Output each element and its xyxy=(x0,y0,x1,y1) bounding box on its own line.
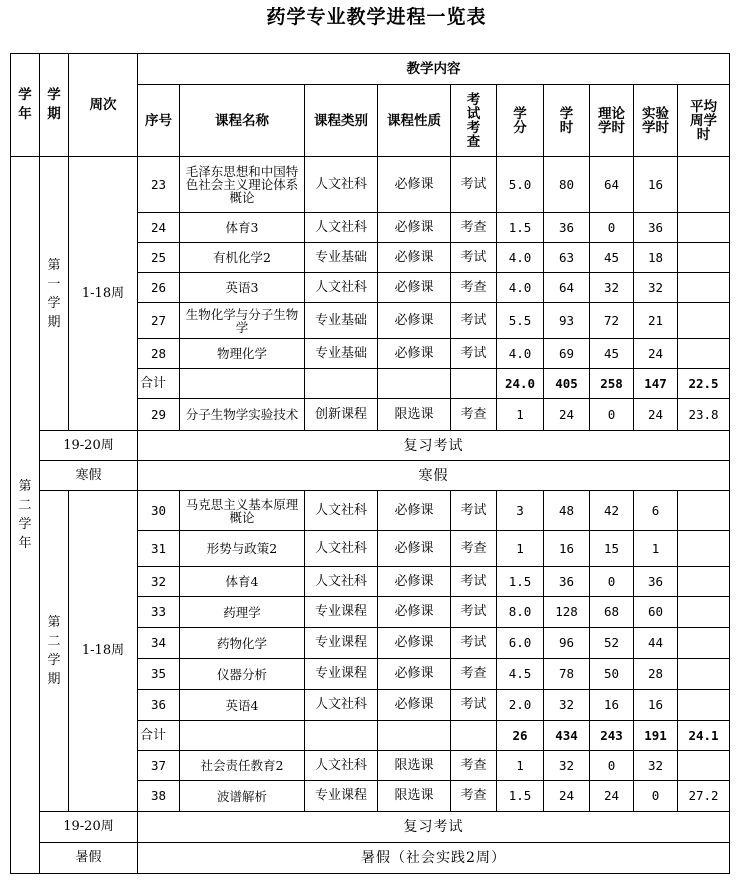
total-empty xyxy=(305,721,378,751)
course-nature: 必修课 xyxy=(378,213,451,243)
course-avg-weekly-hours xyxy=(678,751,730,781)
course-exam: 考试 xyxy=(451,597,497,628)
course-theory-hours: 45 xyxy=(590,339,634,369)
course-name: 生物化学与分子生物学 xyxy=(180,303,305,339)
course-name: 英语4 xyxy=(180,690,305,721)
course-no: 33 xyxy=(138,597,180,628)
course-hours: 48 xyxy=(544,491,590,531)
course-nature: 必修课 xyxy=(378,339,451,369)
course-no: 27 xyxy=(138,303,180,339)
course-category: 人文社科 xyxy=(305,491,378,531)
review-text: 复习考试 xyxy=(138,431,730,461)
course-no: 25 xyxy=(138,243,180,273)
course-hours: 69 xyxy=(544,339,590,369)
header-col-nature: 课程性质 xyxy=(378,85,451,157)
course-exam: 考试 xyxy=(451,567,497,597)
course-name: 形势与政策2 xyxy=(180,531,305,567)
course-no: 32 xyxy=(138,567,180,597)
course-category: 人文社科 xyxy=(305,751,378,781)
course-category: 人文社科 xyxy=(305,531,378,567)
vacation-text: 寒假 xyxy=(138,461,730,491)
course-avg-weekly-hours xyxy=(678,213,730,243)
course-hours: 63 xyxy=(544,243,590,273)
header-semester: 学期 xyxy=(40,54,69,157)
course-category: 人文社科 xyxy=(305,157,378,213)
course-category: 专业课程 xyxy=(305,781,378,812)
course-category: 人文社科 xyxy=(305,690,378,721)
review-row xyxy=(11,431,730,461)
school-year-cell: 第二学年 xyxy=(11,157,40,874)
course-no: 29 xyxy=(138,399,180,431)
course-hours: 24 xyxy=(544,399,590,431)
total-lab-hours: 147 xyxy=(634,369,678,399)
course-avg-weekly-hours xyxy=(678,157,730,213)
course-name: 体育4 xyxy=(180,567,305,597)
course-lab-hours: 6 xyxy=(634,491,678,531)
course-hours: 24 xyxy=(544,781,590,812)
course-nature: 限选课 xyxy=(378,781,451,812)
vacation-text: 暑假（社会实践2周） xyxy=(138,843,730,874)
course-category: 创新课程 xyxy=(305,399,378,431)
total-empty xyxy=(180,369,305,399)
course-exam: 考查 xyxy=(451,273,497,303)
total-theory-hours: 243 xyxy=(590,721,634,751)
course-name: 分子生物学实验技术 xyxy=(180,399,305,431)
vacation-row xyxy=(11,461,730,491)
course-exam: 考试 xyxy=(451,339,497,369)
course-no: 35 xyxy=(138,659,180,690)
total-lab-hours: 191 xyxy=(634,721,678,751)
course-name: 马克思主义基本原理概论 xyxy=(180,491,305,531)
total-empty xyxy=(378,369,451,399)
course-nature: 必修课 xyxy=(378,628,451,659)
course-theory-hours: 0 xyxy=(590,213,634,243)
course-name: 毛泽东思想和中国特色社会主义理论体系概论 xyxy=(180,157,305,213)
course-name: 药物化学 xyxy=(180,628,305,659)
course-avg-weekly-hours xyxy=(678,690,730,721)
course-credit: 2.0 xyxy=(497,690,544,721)
course-lab-hours: 24 xyxy=(634,339,678,369)
header-week: 周次 xyxy=(69,54,138,157)
course-nature: 必修课 xyxy=(378,597,451,628)
course-avg-weekly-hours xyxy=(678,339,730,369)
course-theory-hours: 0 xyxy=(590,567,634,597)
course-no: 37 xyxy=(138,751,180,781)
course-exam: 考查 xyxy=(451,531,497,567)
course-lab-hours: 36 xyxy=(634,567,678,597)
course-category: 专业课程 xyxy=(305,659,378,690)
course-lab-hours: 0 xyxy=(634,781,678,812)
course-exam: 考试 xyxy=(451,491,497,531)
course-lab-hours: 16 xyxy=(634,157,678,213)
course-theory-hours: 16 xyxy=(590,690,634,721)
course-exam: 考查 xyxy=(451,781,497,812)
course-credit: 4.0 xyxy=(497,273,544,303)
curriculum-table xyxy=(10,53,730,874)
weeks-cell: 1-18周 xyxy=(69,157,138,431)
header-col-hours: 学时 xyxy=(544,85,590,157)
course-credit: 3 xyxy=(497,491,544,531)
course-avg-weekly-hours xyxy=(678,531,730,567)
course-category: 人文社科 xyxy=(305,213,378,243)
course-lab-hours: 1 xyxy=(634,531,678,567)
course-theory-hours: 52 xyxy=(590,628,634,659)
course-exam: 考查 xyxy=(451,751,497,781)
course-theory-hours: 64 xyxy=(590,157,634,213)
course-name: 药理学 xyxy=(180,597,305,628)
course-avg-weekly-hours xyxy=(678,567,730,597)
review-weeks: 19-20周 xyxy=(40,431,138,461)
course-no: 28 xyxy=(138,339,180,369)
header-col-credit: 学分 xyxy=(497,85,544,157)
header-col-no: 序号 xyxy=(138,85,180,157)
total-hours: 405 xyxy=(544,369,590,399)
total-credit: 24.0 xyxy=(497,369,544,399)
course-credit: 1.5 xyxy=(497,781,544,812)
course-lab-hours: 60 xyxy=(634,597,678,628)
course-exam: 考查 xyxy=(451,399,497,431)
course-category: 专业基础 xyxy=(305,243,378,273)
header-school-year: 学年 xyxy=(11,54,40,157)
course-theory-hours: 0 xyxy=(590,399,634,431)
course-category: 人文社科 xyxy=(305,567,378,597)
review-text: 复习考试 xyxy=(138,812,730,843)
course-theory-hours: 72 xyxy=(590,303,634,339)
total-hours: 434 xyxy=(544,721,590,751)
semester-cell: 第二学期 xyxy=(40,491,69,812)
course-credit: 1 xyxy=(497,751,544,781)
total-label: 合计 xyxy=(138,721,180,751)
course-avg-weekly-hours: 27.2 xyxy=(678,781,730,812)
course-nature: 必修课 xyxy=(378,303,451,339)
course-lab-hours: 32 xyxy=(634,751,678,781)
course-credit: 4.0 xyxy=(497,243,544,273)
header-col-lab-hours: 实验学时 xyxy=(634,85,678,157)
course-lab-hours: 16 xyxy=(634,690,678,721)
course-hours: 36 xyxy=(544,567,590,597)
course-hours: 80 xyxy=(544,157,590,213)
course-name: 波谱解析 xyxy=(180,781,305,812)
course-hours: 78 xyxy=(544,659,590,690)
course-credit: 6.0 xyxy=(497,628,544,659)
course-lab-hours: 18 xyxy=(634,243,678,273)
course-no: 23 xyxy=(138,157,180,213)
header-teaching-content: 教学内容 xyxy=(138,54,730,85)
course-exam: 考试 xyxy=(451,303,497,339)
course-no: 26 xyxy=(138,273,180,303)
course-exam: 考试 xyxy=(451,690,497,721)
course-hours: 64 xyxy=(544,273,590,303)
course-name: 体育3 xyxy=(180,213,305,243)
course-nature: 必修课 xyxy=(378,531,451,567)
course-credit: 1.5 xyxy=(497,213,544,243)
course-nature: 必修课 xyxy=(378,567,451,597)
course-nature: 限选课 xyxy=(378,399,451,431)
course-avg-weekly-hours xyxy=(678,243,730,273)
semester-cell: 第一学期 xyxy=(40,157,69,431)
course-hours: 128 xyxy=(544,597,590,628)
course-hours: 36 xyxy=(544,213,590,243)
course-theory-hours: 68 xyxy=(590,597,634,628)
course-avg-weekly-hours xyxy=(678,659,730,690)
course-nature: 限选课 xyxy=(378,751,451,781)
course-lab-hours: 32 xyxy=(634,273,678,303)
course-exam: 考试 xyxy=(451,628,497,659)
course-lab-hours: 24 xyxy=(634,399,678,431)
course-hours: 32 xyxy=(544,751,590,781)
course-nature: 必修课 xyxy=(378,659,451,690)
course-exam: 考试 xyxy=(451,157,497,213)
total-empty xyxy=(180,721,305,751)
total-empty xyxy=(305,369,378,399)
course-category: 专业课程 xyxy=(305,628,378,659)
course-hours: 32 xyxy=(544,690,590,721)
header-col-avg-weekly-hours: 平均周学时 xyxy=(678,85,730,157)
course-credit: 8.0 xyxy=(497,597,544,628)
review-weeks: 19-20周 xyxy=(40,812,138,843)
course-no: 36 xyxy=(138,690,180,721)
course-name: 有机化学2 xyxy=(180,243,305,273)
total-theory-hours: 258 xyxy=(590,369,634,399)
course-category: 专业基础 xyxy=(305,339,378,369)
weeks-cell: 1-18周 xyxy=(69,491,138,812)
course-avg-weekly-hours xyxy=(678,628,730,659)
vacation-label: 寒假 xyxy=(40,461,138,491)
total-label: 合计 xyxy=(138,369,180,399)
course-nature: 必修课 xyxy=(378,243,451,273)
vacation-label: 暑假 xyxy=(40,843,138,874)
header-col-exam: 考试考查 xyxy=(451,85,497,157)
course-name: 物理化学 xyxy=(180,339,305,369)
course-lab-hours: 21 xyxy=(634,303,678,339)
course-credit: 1 xyxy=(497,399,544,431)
course-exam: 考查 xyxy=(451,659,497,690)
header-col-category: 课程类别 xyxy=(305,85,378,157)
course-no: 38 xyxy=(138,781,180,812)
course-no: 31 xyxy=(138,531,180,567)
course-name: 英语3 xyxy=(180,273,305,303)
table-row xyxy=(11,491,730,531)
course-no: 30 xyxy=(138,491,180,531)
review-row xyxy=(11,812,730,843)
course-avg-weekly-hours xyxy=(678,273,730,303)
course-nature: 必修课 xyxy=(378,491,451,531)
course-theory-hours: 50 xyxy=(590,659,634,690)
course-exam: 考查 xyxy=(451,213,497,243)
course-category: 专业基础 xyxy=(305,303,378,339)
course-credit: 1.5 xyxy=(497,567,544,597)
course-credit: 4.5 xyxy=(497,659,544,690)
course-no: 24 xyxy=(138,213,180,243)
course-hours: 96 xyxy=(544,628,590,659)
course-credit: 5.0 xyxy=(497,157,544,213)
course-hours: 16 xyxy=(544,531,590,567)
course-avg-weekly-hours xyxy=(678,597,730,628)
course-nature: 必修课 xyxy=(378,157,451,213)
total-avg-weekly-hours: 24.1 xyxy=(678,721,730,751)
course-credit: 1 xyxy=(497,531,544,567)
course-category: 人文社科 xyxy=(305,273,378,303)
course-credit: 5.5 xyxy=(497,303,544,339)
course-exam: 考试 xyxy=(451,243,497,273)
total-empty xyxy=(451,721,497,751)
course-theory-hours: 45 xyxy=(590,243,634,273)
course-theory-hours: 32 xyxy=(590,273,634,303)
course-name: 仪器分析 xyxy=(180,659,305,690)
vacation-row xyxy=(11,843,730,874)
course-avg-weekly-hours: 23.8 xyxy=(678,399,730,431)
header-row-1 xyxy=(11,54,730,85)
course-lab-hours: 28 xyxy=(634,659,678,690)
course-credit: 4.0 xyxy=(497,339,544,369)
course-lab-hours: 44 xyxy=(634,628,678,659)
course-nature: 必修课 xyxy=(378,273,451,303)
total-avg-weekly-hours: 22.5 xyxy=(678,369,730,399)
course-theory-hours: 24 xyxy=(590,781,634,812)
total-empty xyxy=(378,721,451,751)
page-title: 药学专业教学进程一览表 xyxy=(266,6,487,28)
total-empty xyxy=(451,369,497,399)
course-avg-weekly-hours xyxy=(678,491,730,531)
table-row xyxy=(11,157,730,213)
course-name: 社会责任教育2 xyxy=(180,751,305,781)
course-avg-weekly-hours xyxy=(678,303,730,339)
header-col-course-name: 课程名称 xyxy=(180,85,305,157)
course-no: 34 xyxy=(138,628,180,659)
course-category: 专业课程 xyxy=(305,597,378,628)
course-theory-hours: 15 xyxy=(590,531,634,567)
course-hours: 93 xyxy=(544,303,590,339)
course-theory-hours: 0 xyxy=(590,751,634,781)
total-credit: 26 xyxy=(497,721,544,751)
course-lab-hours: 36 xyxy=(634,213,678,243)
course-nature: 必修课 xyxy=(378,690,451,721)
header-col-theory-hours: 理论学时 xyxy=(590,85,634,157)
course-theory-hours: 42 xyxy=(590,491,634,531)
